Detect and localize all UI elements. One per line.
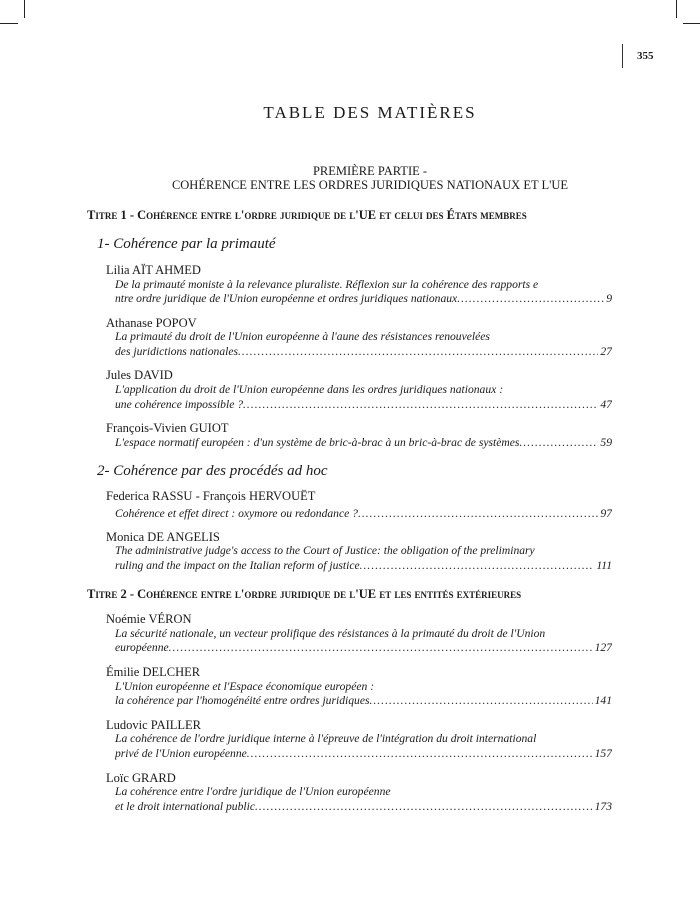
part-heading-line2: COHÉRENCE ENTRE LES ORDRES JURIDIQUES NATIONAUX ET L'UE	[171, 178, 569, 192]
entry-title-line: L'Union européenne et l'Espace économique européen :	[115, 680, 375, 693]
leader-dots	[519, 436, 598, 449]
entry-title-line: européenne	[115, 641, 169, 654]
entry-title-line: et le droit international public	[115, 800, 255, 813]
entry-title-leader[interactable]	[115, 436, 612, 449]
crop-mark	[24, 0, 25, 18]
crop-mark	[683, 23, 700, 24]
entry-title-line: L'espace normatif européen : d'un système de bric-à-brac à un bric-à-brac de systèmes	[115, 436, 520, 449]
page-number-rule	[622, 44, 623, 68]
entry-title-leader[interactable]	[115, 641, 612, 654]
entry-page-number: 97	[600, 507, 612, 520]
entry-page-number: 47	[600, 398, 612, 411]
entry-title-line: La primauté du droit de l'Union européenne à l'aune des résistances renouvelées	[115, 330, 490, 343]
leader-dots	[243, 398, 598, 411]
entry-title-leader[interactable]	[115, 694, 612, 707]
entry-title-leader[interactable]	[115, 398, 612, 411]
entry-title-line: ruling and the impact on the Italian reform of justice	[115, 559, 360, 572]
entry-title-line: La cohérence de l'ordre juridique interne à l'épreuve de l'intégration du droit international	[115, 732, 537, 745]
entry-author: Federica RASSU - François HERVOUËT	[106, 489, 316, 503]
entry-title-leader[interactable]	[115, 559, 612, 572]
entry-title-leader[interactable]	[115, 747, 612, 760]
entry-author: Ludovic PAILLER	[106, 718, 202, 732]
entry-author: Monica DE ANGELIS	[106, 530, 220, 544]
titre-2-heading: Titre 2 - Cohérence entre l'ordre juridique de l'UE et les entités extérieures	[87, 587, 522, 601]
entry-title-leader[interactable]	[115, 800, 612, 813]
entry-author: Noémie VÉRON	[106, 612, 192, 626]
leader-dots	[169, 641, 593, 654]
leader-dots	[369, 694, 592, 707]
leader-dots	[457, 292, 604, 305]
entry-title-line: des juridictions nationales	[115, 345, 239, 358]
section-2-heading: 2- Cohérence par des procédés ad hoc	[97, 463, 328, 479]
entry-author: Loïc GRARD	[106, 771, 176, 785]
entry-title-line: ntre ordre juridique de l'Union européenne et ordres juridiques nationaux	[115, 292, 458, 305]
entry-author: Lilia AÏT AHMED	[106, 263, 201, 277]
entry-title-line: privé de l'Union européenne	[115, 747, 247, 760]
entry-title-leader[interactable]	[115, 292, 612, 305]
entry-page-number: 157	[594, 747, 612, 760]
entry-page-number: 127	[594, 641, 612, 654]
leader-dots	[360, 559, 595, 572]
entry-page-number: 27	[600, 345, 612, 358]
entry-title-line: La cohérence entre l'ordre juridique de l'Union européenne	[115, 785, 391, 798]
entry-title-line: The administrative judge's access to the Court of Justice: the obligation of the preliminary	[115, 544, 535, 557]
entry-title-leader[interactable]	[115, 507, 612, 520]
titre-1-heading: Titre 1 - Cohérence entre l'ordre juridique de l'UE et celui des États membres	[87, 208, 527, 222]
crop-mark	[0, 23, 18, 24]
entry-title-leader[interactable]	[115, 345, 612, 358]
part-heading-line1: PREMIÈRE PARTIE -	[312, 164, 428, 178]
entry-title-line: De la primauté moniste à la relevance pluraliste. Réflexion sur la cohérence des rapports e	[115, 278, 539, 291]
entry-author: Émilie DELCHER	[106, 665, 201, 679]
toc-title: TABLE DES MATIÈRES	[263, 103, 477, 122]
page-number: 355	[637, 50, 654, 62]
entry-page-number: 141	[594, 694, 612, 707]
leader-dots	[255, 800, 593, 813]
entry-page-number: 173	[594, 800, 612, 813]
entry-author: Jules DAVID	[106, 368, 173, 382]
leader-dots	[358, 507, 598, 520]
entry-page-number: 111	[596, 559, 612, 572]
entry-author: François-Vivien GUIOT	[106, 421, 229, 435]
entry-title-line: la cohérence par l'homogénéité entre ordres juridiques	[115, 694, 370, 707]
entry-author: Athanase POPOV	[106, 316, 197, 330]
section-1-heading: 1- Cohérence par la primauté	[97, 236, 276, 252]
entry-title-line: Cohérence et effet direct : oxymore ou redondance ?	[115, 507, 358, 520]
crop-mark	[676, 0, 677, 18]
entry-title-line: une cohérence impossible ?	[115, 398, 244, 411]
leader-dots	[238, 345, 598, 358]
entry-page-number: 59	[600, 436, 612, 449]
entry-title-line: La sécurité nationale, un vecteur prolifique des résistances à la primauté du droit de l'Union	[115, 627, 546, 640]
leader-dots	[247, 747, 593, 760]
entry-title-line: L'application du droit de l'Union européenne dans les ordres juridiques nationaux :	[115, 383, 504, 396]
entry-page-number: 9	[606, 292, 612, 305]
